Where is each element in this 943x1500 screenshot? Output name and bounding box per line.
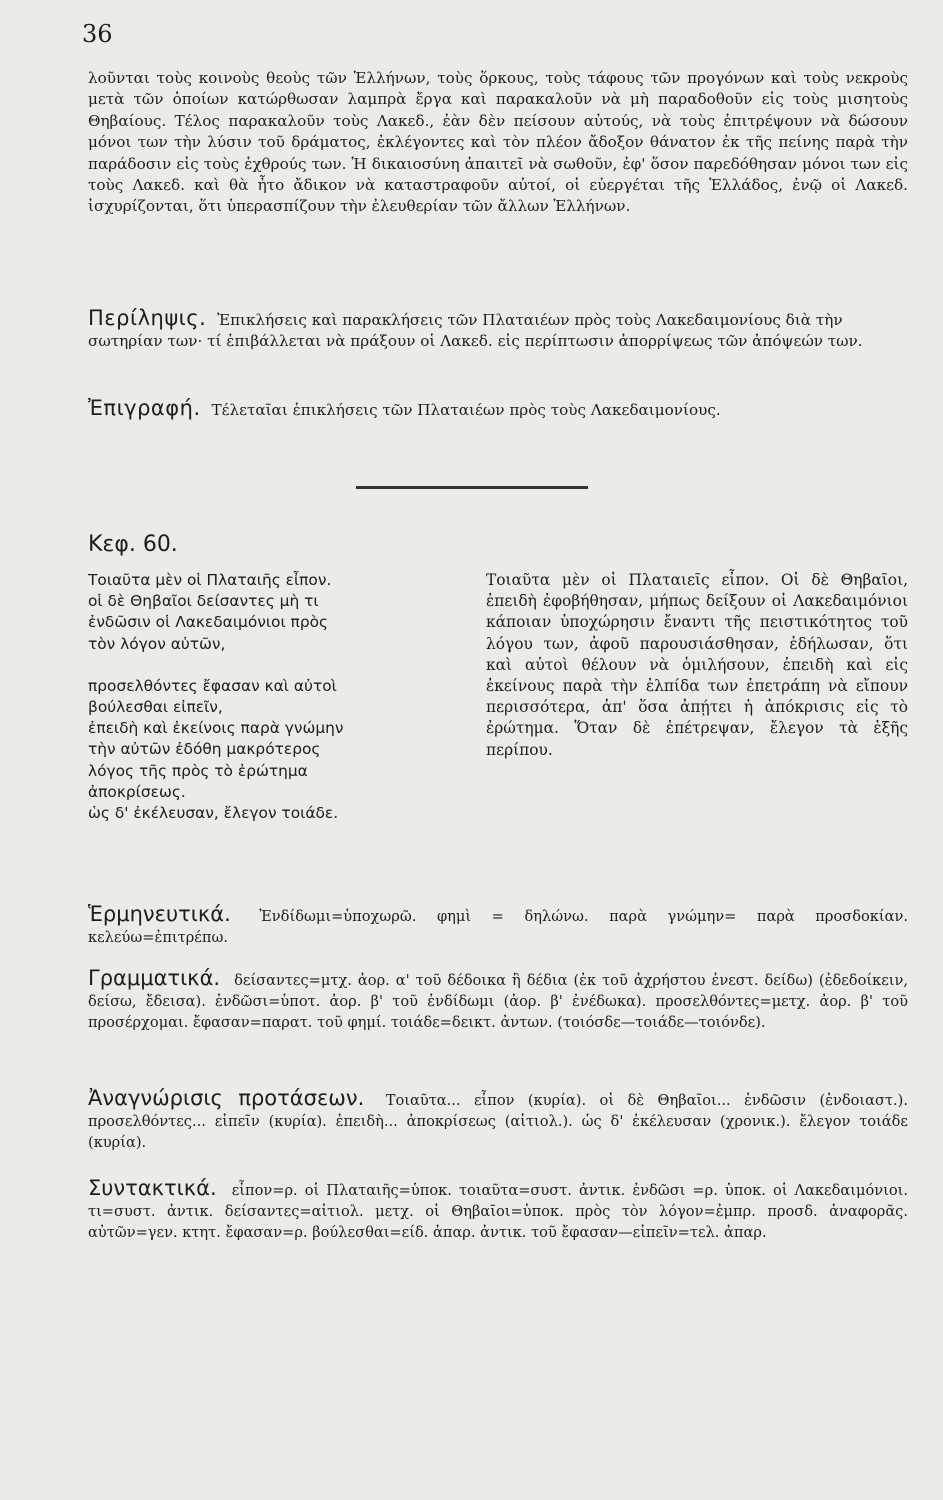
line-spacer [88, 655, 460, 676]
hermeneutika-text: Ἐνδίδωμι=ὑποχωρῶ. φημὶ = δηλώνω. παρὰ γνώμην= παρὰ προσδοκίαν. κελεύω=ἐπιτρέπω. [88, 908, 908, 946]
grammatika-section [88, 968, 908, 1033]
chapter-heading: Κεφ. 60. [88, 532, 178, 557]
summary-text: Ἐπικλήσεις καὶ παρακλήσεις τῶν Πλαταιέων πρὸς τοὺς Λακεδαιμονίους διὰ τὴν σωτηρίαν των· τί ἐπιβάλλεται νὰ πράξουν οἱ Λακεδ. εἰς περίπτωσιν ἀπορρίψεως τῶν ἀπόψεών των. [88, 311, 863, 351]
hermeneutika-section [88, 904, 908, 948]
original-line: ἐνδῶσιν οἱ Λακεδαιμόνιοι πρὸς [88, 613, 329, 632]
original-line: Τοιαῦτα μὲν οἱ Πλαταιῆς εἶπον. [88, 571, 332, 589]
original-line: λόγος τῆς πρὸς τὸ ἐρώτημα [88, 761, 308, 780]
original-line: ὡς δ' ἐκέλευσαν, ἔλεγον τοιάδε. [88, 804, 339, 823]
summary-heading: Περίληψις. [88, 306, 207, 330]
original-line: προσελθόντες ἔφασαν καὶ αὐτοὶ [88, 676, 337, 695]
original-line: οἱ δὲ Θηβαῖοι δείσαντες μὴ τι [88, 592, 319, 611]
original-line: ἀποκρίσεως. [88, 782, 186, 801]
grammatika-text: δείσαντες=μτχ. ἀορ. α' τοῦ δέδοικα ἢ δέδια (ἐκ τοῦ ἀχρήστου ἐνεστ. δείδω) (ἐδεδοίκειν, δείσω, ἔδεισα). ἐνδῶσι=ὑποτ. ἀορ. β' τοῦ ἐνδίδωμι (ἀορ. β' ἐνέδωκα). προσελθόντες=μετχ. ἀορ. β' τοῦ προσέρχομαι. ἔφασαν=παρατ. τοῦ φημί. τοιάδε=δεικτ. ἀντων. (τοιόσδε—τοιάδε—τοιόνδε). [88, 972, 908, 1031]
original-line: βούλεσθαι εἰπεῖν, [88, 698, 223, 717]
title-section [88, 398, 908, 421]
anagnorisis-text: Τοιαῦτα... εἶπον (κυρία). οἱ δὲ Θηβαῖοι... ἐνδῶσιν (ἐνδοιαστ.). προσελθόντες... εἰπεῖν (κυρία). ἐπειδὴ... ἀποκρίσεως (αἰτιολ.). ὡς δ' ἐκέλευσαν (χρονικ.). ἔλεγον τοιάδε (κυρία). [88, 1092, 909, 1151]
syntaktika-text: εἶπον=ρ. οἱ Πλαταιῆς=ὑποκ. τοιαῦτα=συστ. ἀντικ. ἐνδῶσι =ρ. ὑποκ. οἱ Λακεδαιμόνιοι. τι=συστ. ἀντικ. δείσαντες=αἰτιολ. μετχ. οἱ Θηβαῖοι=ὑποκ. πρὸς τὸν λόγον=ἐμπρ. προσδ. ἀναφορᾶς. αὐτῶν=γεν. κτητ. ἔφασαν=ρ. βούλεσθαι=είδ. ἀπαρ. ἀντικ. τοῦ ἔφασαν—εἰπεῖν=τελ. ἀπαρ. [88, 1182, 908, 1241]
anagnorisis-heading: Ἀναγνώρισις προτάσεων. [88, 1086, 365, 1110]
summary-section [88, 308, 908, 353]
anagnorisis-section [88, 1088, 908, 1153]
translation-column: Τοιαῦτα μὲν οἱ Πλαταιεῖς εἶπον. Οἱ δὲ Θηβαῖοι, ἐπειδὴ ἐφοβήθησαν, μήπως δείξουν οἱ Λακεδαιμόνιοι κάποιαν ὑποχώρησιν ἔναντι τῆς πειστικότητος τοῦ λόγου των, ἀφοῦ παρουσιάσθησαν, ἐδήλωσαν, ὅτι καὶ αὐτοὶ θέλουν νὰ ὁμιλήσουν, ἐπειδὴ καὶ εἰς ἐκείνους παρὰ τὴν ἐλπίδα των ἐπετράπη νὰ εἴπουν περισσότερα, ἀπ' ὅσα ἀπῄτει ἡ ἀπόκρισις εἰς τὸ ἐρώτημα. Ὅταν δὲ ἐπέτρεψαν, ἔλεγον τὰ ἑξῆς περίπου. [486, 571, 908, 759]
section-divider [356, 486, 588, 489]
original-line: τὴν αὐτῶν ἐδόθη μακρότερος [88, 740, 321, 759]
title-text: Τέλεταῖαι ἐπικλήσεις τῶν Πλαταιέων πρὸς τοὺς Λακεδαιμονίους. [211, 401, 721, 419]
intro-paragraph: λοῦνται τοὺς κοινοὺς θεοὺς τῶν Ἑλλήνων, τοὺς ὅρκους, τοὺς τάφους τῶν προγόνων καὶ τοὺς νεκροὺς μετὰ τῶν ὁποίων κατώρθωσαν λαμπρὰ ἔργα καὶ παρακαλοῦν νὰ μὴ παραδοθοῦν εἰς τοὺς μισητοὺς Θηβαίους. Τέλος παρακαλοῦν τοὺς Λακεδ., ἐὰν δὲν πείσουν αὐτούς, νὰ τοὺς ἐπιτρέψουν νὰ δώσουν μόνοι των τὴν λύσιν τοῦ δράματος, ἐκλέγοντες καὶ τὸν πλέον ἄδοξον θάνατον ἐκ τῆς πείνης παρὰ τὴν παράδοσιν εἰς τοὺς ἐχθρούς των. Ἡ δικαιοσύνη ἀπαιτεῖ νὰ σωθοῦν, ἐφ' ὅσον παρεδόθησαν μόνοι των εἰς τοὺς Λακεδ. καὶ θὰ ἦτο ἄδικον νὰ καταστραφοῦν αὐτοί, οἱ εὐεργέται τῆς Ἑλλάδος, ἐνῷ οἱ Λακεδ. ἰσχυρίζονται, ὅτι ὑπερασπίζουν τὴν ἐλευθερίαν τῶν ἄλλων Ἑλλήνων. [88, 69, 908, 216]
syntaktika-heading: Συντακτικά. [88, 1176, 217, 1200]
page-number: 36 [82, 20, 113, 48]
title-heading: Ἐπιγραφή. [88, 396, 201, 420]
original-line: ἐπειδὴ καὶ ἐκείνοις παρὰ γνώμην [88, 719, 344, 738]
original-text-column [88, 570, 460, 824]
hermeneutika-heading: Ἑρμηνευτικά. [88, 902, 231, 926]
original-line: τὸν λόγον αὐτῶν, [88, 634, 226, 653]
grammatika-heading: Γραμματικά. [88, 966, 221, 990]
syntaktika-section [88, 1178, 908, 1243]
